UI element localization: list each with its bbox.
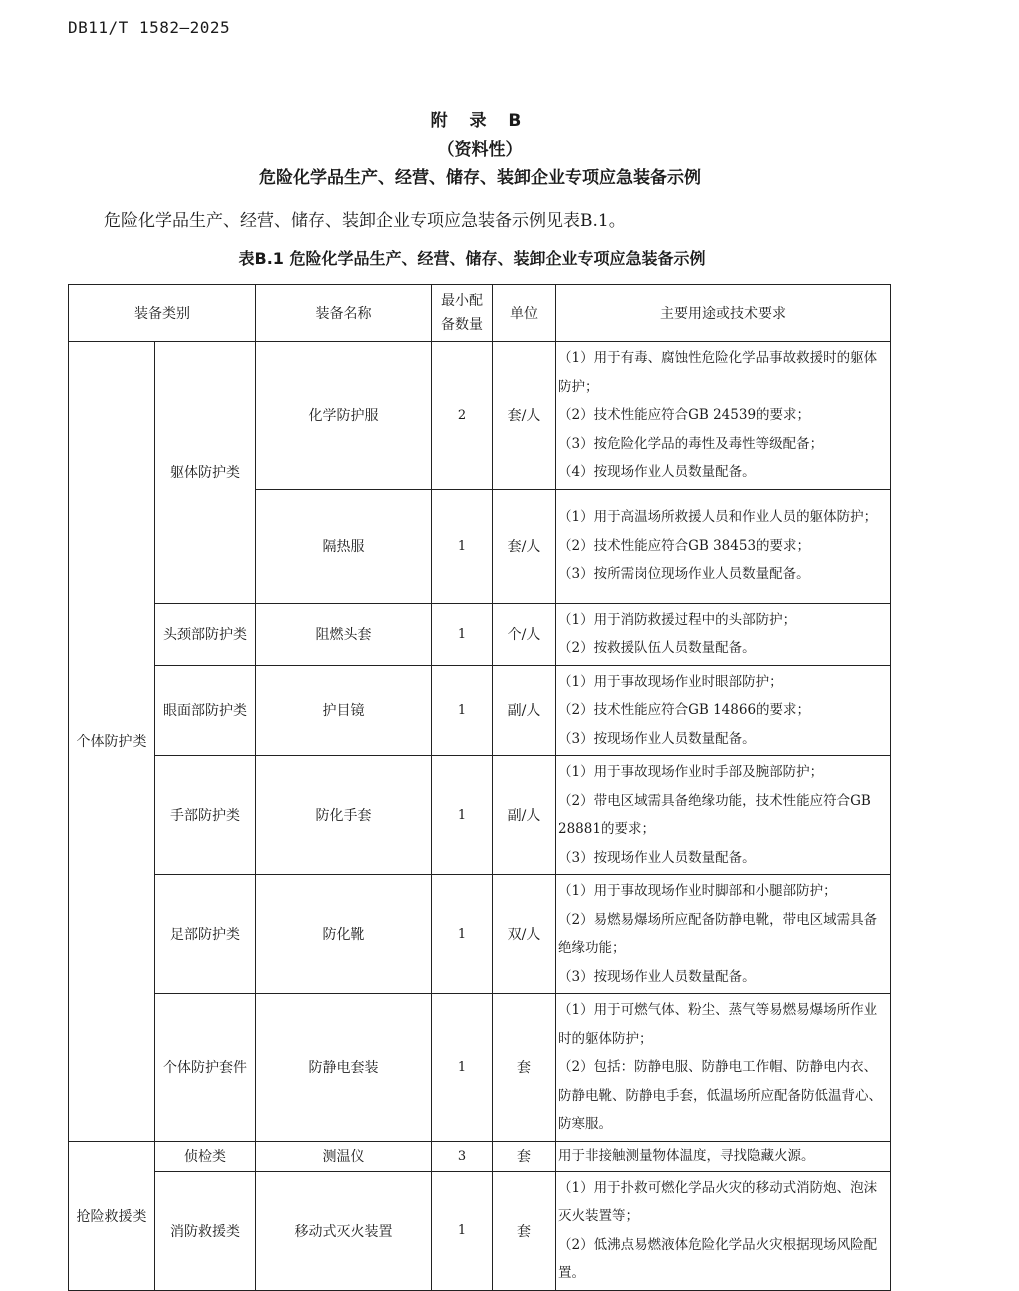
unit-cell: 套 [493, 994, 556, 1142]
header-qty-line2: 备数量 [441, 317, 483, 333]
appendix-title: 附 录 B [430, 111, 530, 131]
req-cell [556, 756, 891, 875]
header-req: 主要用途或技术要求 [556, 285, 891, 342]
name-cell: 阻燃头套 [256, 603, 432, 665]
name-cell: 移动式灭火装置 [256, 1171, 432, 1290]
req-line: （1）用于消防救援过程中的头部防护； [558, 611, 797, 628]
qty-cell: 1 [432, 994, 493, 1142]
unit-cell: 套/人 [493, 342, 556, 490]
table-row [69, 756, 891, 875]
appendix-nature: （资料性） [437, 140, 523, 160]
name-cell: 防静电套装 [256, 994, 432, 1142]
table-row [69, 875, 891, 994]
name-cell: 测温仪 [256, 1141, 432, 1171]
req-line: 用于非接触测量物体温度，寻找隐藏火源。 [558, 1148, 815, 1164]
qty-cell: 1 [432, 603, 493, 665]
req-cell [556, 875, 891, 994]
req-cell [556, 489, 891, 603]
unit-cell: 套/人 [493, 489, 556, 603]
req-line: （1）用于事故现场作业时眼部防护； [558, 673, 783, 690]
req-line: （1）用于事故现场作业时手部及腕部防护； [558, 764, 824, 780]
unit-cell: 副/人 [493, 665, 556, 756]
category-cell: 抢险救援类 [69, 1141, 155, 1290]
req-line: （3）按危险化学品的毒性及毒性等级配备； [558, 435, 824, 452]
table-row [69, 1171, 891, 1290]
document-code: DB11/T 1582—2025 [68, 18, 231, 37]
qty-cell: 3 [432, 1141, 493, 1171]
req-cell [556, 342, 891, 490]
req-line: （1）用于扑救可燃化学品火灾的移动式消防炮、泡沫灭火装置等； [558, 1179, 878, 1224]
name-cell: 防化手套 [256, 756, 432, 875]
req-line: （3）按现场作业人员数量配备。 [558, 730, 756, 747]
req-cell [556, 665, 891, 756]
subcategory-cell: 眼面部防护类 [155, 665, 256, 756]
req-line: （2）技术性能应符合GB 24539的要求； [558, 407, 811, 423]
unit-cell: 双/人 [493, 875, 556, 994]
header-category: 装备类别 [69, 285, 256, 342]
req-line: （3）按所需岗位现场作业人员数量配备。 [558, 566, 810, 583]
req-line: （2）技术性能应符合GB 38453的要求； [558, 537, 811, 554]
req-line: （2）技术性能应符合GB 14866的要求； [558, 702, 811, 718]
subcategory-cell: 手部防护类 [155, 756, 256, 875]
qty-cell: 1 [432, 489, 493, 603]
req-cell [556, 603, 891, 665]
table-caption: 表B.1 危险化学品生产、经营、储存、装卸企业专项应急装备示例 [238, 249, 706, 268]
intro-paragraph: 危险化学品生产、经营、储存、装卸企业专项应急装备示例见表B.1。 [104, 211, 626, 231]
name-cell: 化学防护服 [256, 342, 432, 490]
equipment-table [68, 284, 891, 1291]
qty-cell: 2 [432, 342, 493, 490]
unit-cell: 副/人 [493, 756, 556, 875]
req-line: （2）易燃易爆场所应配备防静电靴，带电区域需具备绝缘功能； [558, 911, 878, 956]
req-cell [556, 1171, 891, 1290]
header-qty-line1: 最小配 [441, 293, 483, 309]
qty-cell: 1 [432, 1171, 493, 1290]
subcategory-cell: 消防救援类 [155, 1171, 256, 1290]
header-unit: 单位 [493, 285, 556, 342]
req-line: （2）带电区域需具备绝缘功能，技术性能应符合GB 28881的要求； [558, 792, 871, 837]
req-line: （2）包括：防静电服、防静电工作帽、防静电内衣、防静电靴、防静电手套，低温场所应配备防低温背心、防寒服。 [558, 1059, 882, 1132]
req-cell [556, 994, 891, 1142]
name-cell: 防化靴 [256, 875, 432, 994]
subcategory-cell: 个体防护套件 [155, 994, 256, 1142]
subcategory-cell: 侦检类 [155, 1141, 256, 1171]
unit-cell: 个/人 [493, 603, 556, 665]
header-name: 装备名称 [256, 285, 432, 342]
req-cell [556, 1141, 891, 1171]
req-line: （2）低沸点易燃液体危险化学品火灾根据现场风险配置。 [558, 1236, 878, 1281]
unit-cell: 套 [493, 1141, 556, 1171]
unit-cell: 套 [493, 1171, 556, 1290]
req-line: （3）按现场作业人员数量配备。 [558, 849, 756, 866]
table-header-row [69, 285, 891, 342]
req-line: （1）用于高温场所救援人员和作业人员的躯体防护； [558, 509, 878, 526]
subcategory-cell: 足部防护类 [155, 875, 256, 994]
table-row [69, 1141, 891, 1171]
header-qty [432, 285, 493, 342]
table-row [69, 665, 891, 756]
subcategory-cell: 躯体防护类 [155, 342, 256, 604]
req-line: （4）按现场作业人员数量配备。 [558, 464, 756, 480]
req-line: （1）用于事故现场作业时脚部和小腿部防护； [558, 883, 837, 899]
qty-cell: 1 [432, 665, 493, 756]
subcategory-cell: 头颈部防护类 [155, 603, 256, 665]
req-line: （2）按救援队伍人员数量配备。 [558, 640, 756, 656]
req-line: （1）用于有毒、腐蚀性危险化学品事故救援时的躯体防护； [558, 350, 878, 395]
req-line: （3）按现场作业人员数量配备。 [558, 968, 756, 985]
table-row [69, 994, 891, 1142]
table-row [69, 342, 891, 490]
category-cell: 个体防护类 [69, 342, 155, 1142]
req-line: （1）用于可燃气体、粉尘、蒸气等易燃易爆场所作业时的躯体防护； [558, 1002, 878, 1047]
table-row [69, 603, 891, 665]
name-cell: 护目镜 [256, 665, 432, 756]
qty-cell: 1 [432, 875, 493, 994]
appendix-heading: 危险化学品生产、经营、储存、装卸企业专项应急装备示例 [259, 168, 701, 188]
name-cell: 隔热服 [256, 489, 432, 603]
qty-cell: 1 [432, 756, 493, 875]
